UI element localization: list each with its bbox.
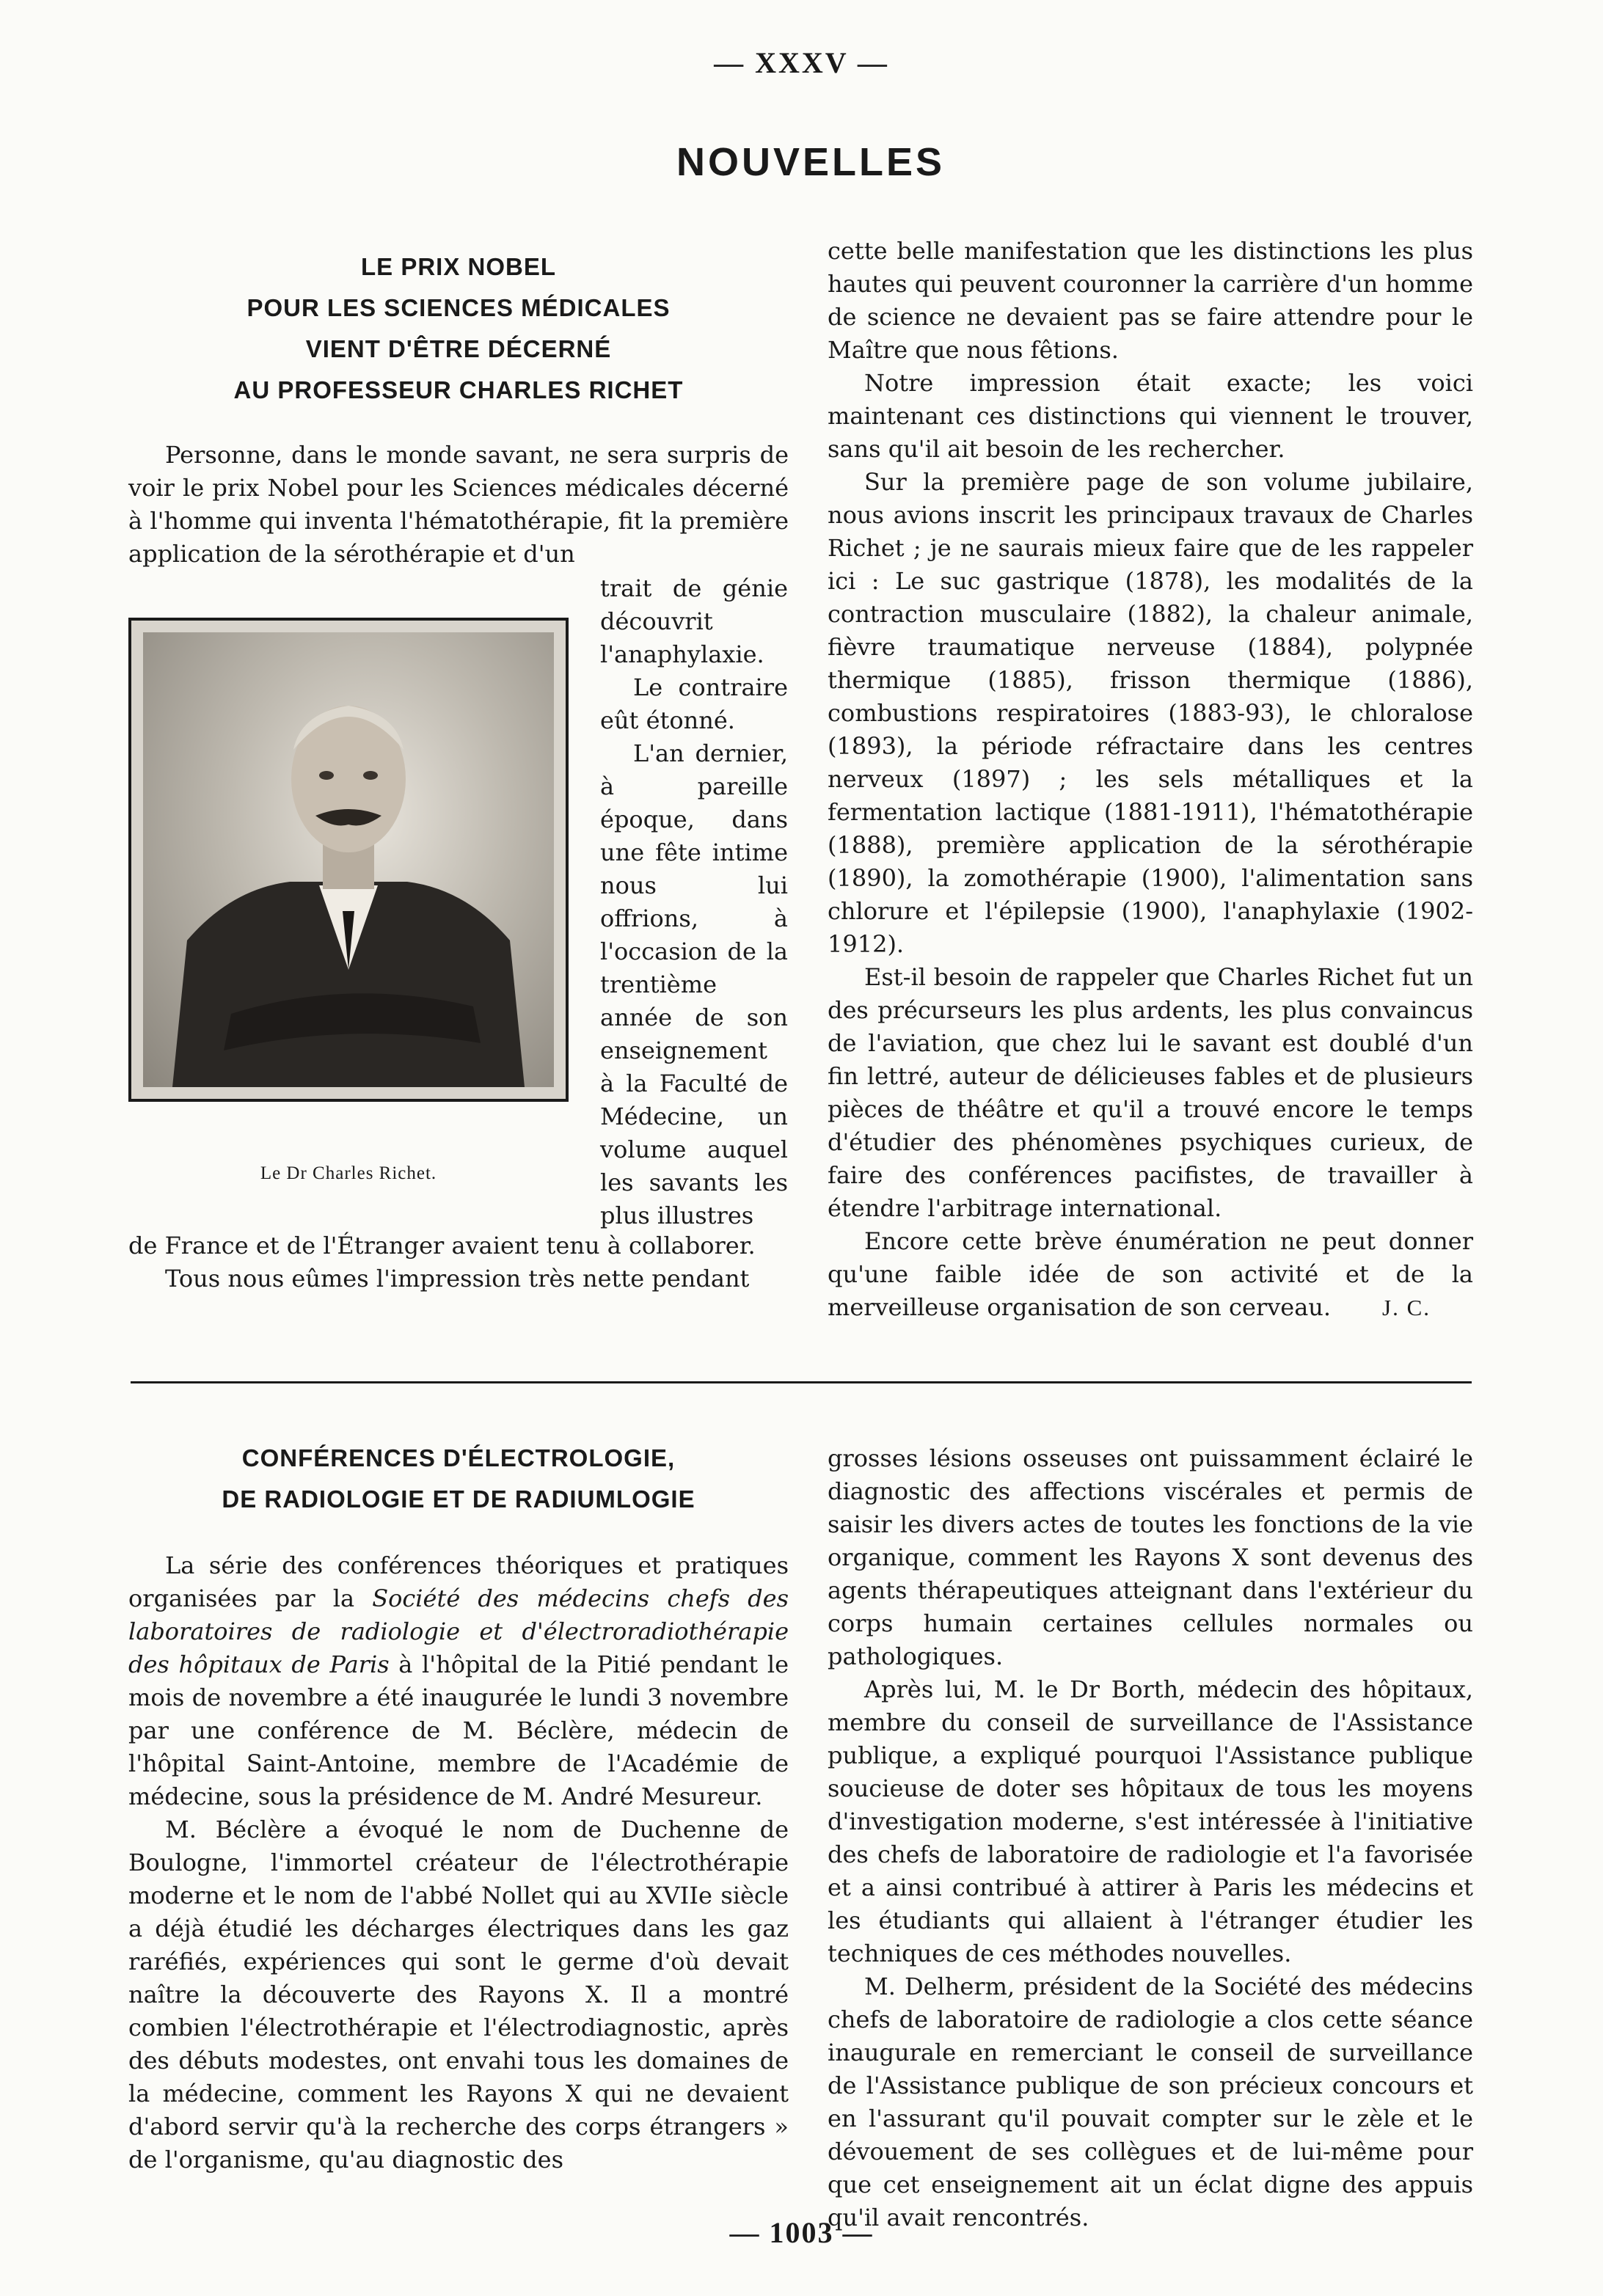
- page-number-bottom: — 1003 —: [729, 2216, 874, 2249]
- nobel-continuation-paragraph: de France et de l'Étranger avaient tenu à collaborer.: [128, 1232, 756, 1259]
- society-name: Société des médecins chefs des laboratoires de radiologie et d'électroradiothérapie des hôpitaux de Paris: [128, 1584, 789, 1678]
- conf-paragraph: [128, 1549, 789, 1813]
- nobel-left-bottom: [128, 1229, 789, 1295]
- nobel-right-paragraph: Est-il besoin de rappeler que Charles Richet fut un des précurseurs les plus ardents, les plus convaincus de l'aviation, que chez lui le savant est doublé d'un fin lettré, auteur de délicieuses fables et de plusieurs pièces de théâtre et qu'il a trouvé encore le temps d'étudier des phénomènes psychiques curieux, de faire des conférences pacifistes, de travailler à étendre l'arbitrage international.: [828, 963, 1473, 1222]
- conf-right-column: [828, 1442, 1473, 2234]
- section-title: NOUVELLES: [676, 140, 946, 184]
- nobel-heading-line: LE PRIX NOBEL: [360, 253, 557, 280]
- conf-heading-line: DE RADIOLOGIE ET DE RADIUMLOGIE: [222, 1485, 695, 1513]
- section-divider: [131, 1381, 1472, 1383]
- conf-text: à l'hôpital de la Pitié pendant le mois de novembre a été inaugurée le lundi 3 novembre par une conférence de M. Béclère, médecin de l'hôpital Saint-Antoine, membre de l'Académie de médecine, sous la présidence de M. André Mesureur.: [128, 1650, 789, 1810]
- conf-heading: [128, 1438, 789, 1520]
- conf-left-column: [128, 1438, 789, 2176]
- conf-paragraph: M. Béclère a évoqué le nom de Duchenne de Boulogne, l'immortel créateur de l'électrothérapie moderne et le nom de l'abbé Nollet qui au XVIIe siècle a déjà étudié les décharges électriques dans les gaz raréfiés, expériences qui sont le germe d'où devait naître la découverte des Rayons X. Il a montré combien l'électrothérapie et l'électrodiagnostic, après des débuts modestes, ont envahi tous les domaines de la médecine, comment les Rayons X qui ne devaient d'abord servir qu'à la recherche des corps étrangers » de l'organisme, qu'au diagnostic des: [128, 1816, 789, 2173]
- portrait-illustration: [143, 632, 554, 1087]
- nobel-wrap-paragraph: L'an dernier, à pareille époque, dans une fête intime nous lui offrions, à l'occasion de la trentième année de son enseignement à la Faculté de Médecine, un volume auquel les savants les plus illustres: [600, 739, 788, 1229]
- nobel-heading-line: AU PROFESSEUR CHARLES RICHET: [233, 376, 684, 403]
- nobel-continuation-paragraph: Tous nous eûmes l'impression très nette pendant: [165, 1265, 750, 1293]
- richet-portrait: [128, 618, 569, 1102]
- conf-right-paragraph: M. Delherm, président de la Société des médecins chefs de laboratoire de radiologie a clos cette séance inaugurale en remerciant le conseil de surveillance de l'Assistance publique de son précieux concours et en l'assurant qu'il pouvait compter sur le zèle et le dévouement de ses collègues et de lui-même pour que cet enseignement ait un éclat digne des appuis qu'il avait rencontrés.: [828, 1973, 1473, 2231]
- conf-right-paragraph: grosses lésions osseuses ont puissamment éclairé le diagnostic des affections viscérales et permis de saisir les divers actes de toutes les fonctions de la vie organique, comment les Rayons X sont devenus des agents thérapeutiques atteignant dans l'extérieur du corps humain certaines cellules normales ou pathologiques.: [828, 1444, 1473, 1670]
- conf-right-paragraph: Après lui, M. le Dr Borth, médecin des hôpitaux, membre du conseil de surveillance de l'Assistance publique, a expliqué pourquoi l'Assistance publique soucieuse de doter ses hôpitaux de tous les moyens d'investigation moderne, s'est intéressée à l'initiative des chefs de laboratoire de radiologie et l'a favorisée et a ainsi contribué à attirer à Paris les médecins et les étudiants qui allaient à l'étranger étudier les techniques de ces méthodes nouvelles.: [828, 1675, 1473, 1967]
- conf-text: La série des conférences théoriques et pratiques organisées par la: [128, 1551, 789, 1612]
- nobel-wrap-paragraph: trait de génie découvrit l'anaphylaxie.: [600, 574, 788, 668]
- nobel-right-paragraph: Sur la première page de son volume jubilaire, nous avions inscrit les principaux travaux de Charles Richet ; je ne saurais mieux faire que de les rappeler ici : Le suc gastrique (1878), les modalités de la contraction musculaire (1882), la chaleur animale, fièvre traumatique nerveuse (1884), polypnée thermique (1885), frisson thermique (1886), combustions respiratoires (1883-93), le chloralose (1893), la période réfractaire dans les centres nerveux (1897) ; les sels métalliques et la fermentation lactique (1881-1911), l'hématothérapie (1888), première application de la sérothérapie (1890), la zomothérapie (1900), l'alimentation sans chlorure et l'épilepsie (1900), l'anaphylaxie (1902-1912).: [828, 468, 1473, 958]
- article-signature: J. C.: [1382, 1295, 1431, 1320]
- nobel-heading-line: VIENT D'ÊTRE DÉCERNÉ: [305, 335, 612, 362]
- nobel-left-column: [128, 246, 789, 571]
- nobel-right-paragraph: Notre impression était exacte; les voici maintenant ces distinctions qui viennent le trouver, sans qu'il ait besoin de les rechercher.: [828, 369, 1473, 463]
- nobel-heading-line: POUR LES SCIENCES MÉDICALES: [247, 294, 671, 321]
- nobel-intro-paragraph: Personne, dans le monde savant, ne sera surpris de voir le prix Nobel pour les Sciences médicales décerné à l'homme qui inventa l'hématothérapie, fit la première application de la sérothérapie et d'un: [128, 441, 789, 568]
- nobel-right-paragraph: cette belle manifestation que les distinctions les plus hautes qui peuvent couronner la carrière d'un homme de science ne devaient pas se faire attendre pour le Maître que nous fêtions.: [828, 237, 1473, 364]
- page-number-top: — XXXV —: [714, 46, 889, 79]
- nobel-right-paragraph: Encore cette brève énumération ne peut donner qu'une faible idée de son activité et de la merveilleuse organisation de son cerveau.: [828, 1227, 1473, 1321]
- nobel-wrap-text: [600, 572, 788, 1232]
- portrait-caption: Le Dr Charles Richet.: [260, 1163, 437, 1183]
- nobel-heading: [128, 246, 789, 411]
- nobel-right-column: [828, 235, 1473, 1324]
- nobel-wrap-paragraph: Le contraire eût étonné.: [600, 673, 788, 734]
- conf-heading-line: CONFÉRENCES D'ÉLECTROLOGIE,: [241, 1444, 676, 1471]
